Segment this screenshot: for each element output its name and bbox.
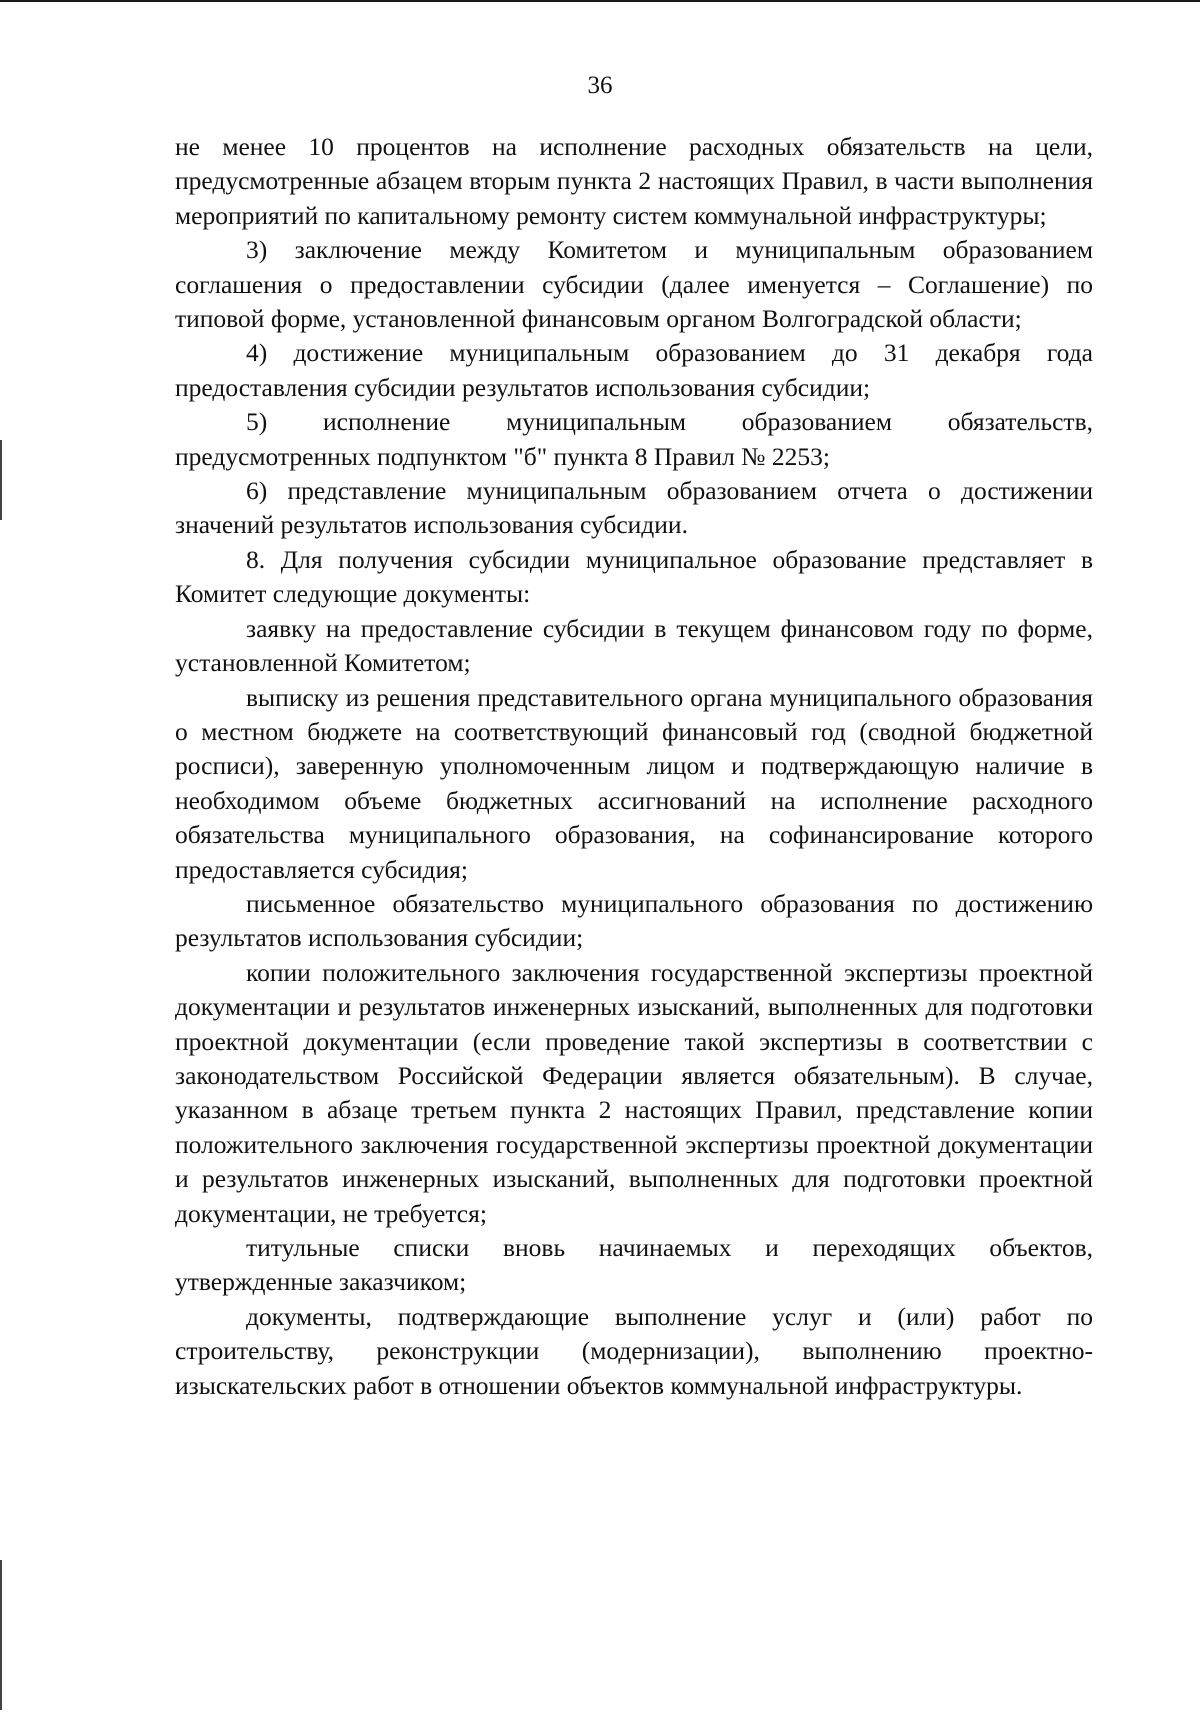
- paragraph-expertise-copies: копии положительного заключения государственной экспертизы проектной документации и результатов инженерных изысканий, выполненных для подготовки проектной документации (если проведение такой экспертизы в соответствии с законодательством Российской Федерации является обязательным). В случае, указанном в абзаце третьем пункта 2 настоящих Правил, представление копии положительного заключения государственной экспертизы проектной документации и результатов инженерных изысканий, выполненных для подготовки проектной документации, не требуется;: [175, 957, 1093, 1228]
- paragraph-item-4: 4) достижение муниципальным образованием до 31 декабря года предоставления субсидии результатов использования субсидии;: [175, 338, 1093, 402]
- paragraph-written-obligation: письменное обязательство муниципального образования по достижению результатов использования субсидии;: [175, 888, 1093, 953]
- paragraph-title-lists: титульные списки вновь начинаемых и переходящих объектов, утвержденные заказчиком;: [175, 1233, 1093, 1297]
- scan-edge-left: [0, 440, 2, 520]
- paragraph-item-6: 6) представление муниципальным образованием отчета о достижении значений результатов использования субсидии.: [175, 476, 1093, 540]
- scan-edge-top: [0, 0, 1200, 2]
- document-body: [175, 130, 1093, 1403]
- page-number: 36: [587, 72, 613, 99]
- paragraph-item-3: 3) заключение между Комитетом и муниципальным образованием соглашения о предоставлении субсидии (далее именуется – Соглашение) по типовой форме, установленной финансовым органом Волгоградской области;: [175, 235, 1093, 334]
- paragraph-item-5: 5) исполнение муниципальным образованием обязательств, предусмотренных подпунктом "б" пункта 8 Правил № 2253;: [175, 407, 1093, 471]
- paragraph-section-8: 8. Для получения субсидии муниципальное образование представляет в Комитет следующие документы:: [175, 544, 1093, 609]
- paragraph-continuation: не менее 10 процентов на исполнение расходных обязательств на цели, предусмотренные абзацем вторым пункта 2 настоящих Правил, в части выполнения мероприятий по капитальному ремонту систем коммунальной инфраструктуры;: [175, 132, 1093, 230]
- scan-edge-left-lower: [0, 1560, 2, 1710]
- paragraph-budget-extract: выписку из решения представительного органа муниципального образования о местном бюджете на соответствующий финансовый год (сводной бюджетной росписи), заверенную уполномоченным лицом и подтверждающую наличие в необходимом объеме бюджетных ассигнований на исполнение расходного обязательства муниципального образования, на софинансирование которого предоставляется субсидия;: [175, 682, 1093, 884]
- paragraph-application: заявку на предоставление субсидии в текущем финансовом году по форме, установленной Комитетом;: [175, 613, 1093, 678]
- paragraph-supporting-documents: документы, подтверждающие выполнение услуг и (или) работ по строительству, реконструкции (модернизации), выполнению проектно-изыскательских работ в отношении объектов коммунальной инфраструктуры.: [175, 1301, 1093, 1400]
